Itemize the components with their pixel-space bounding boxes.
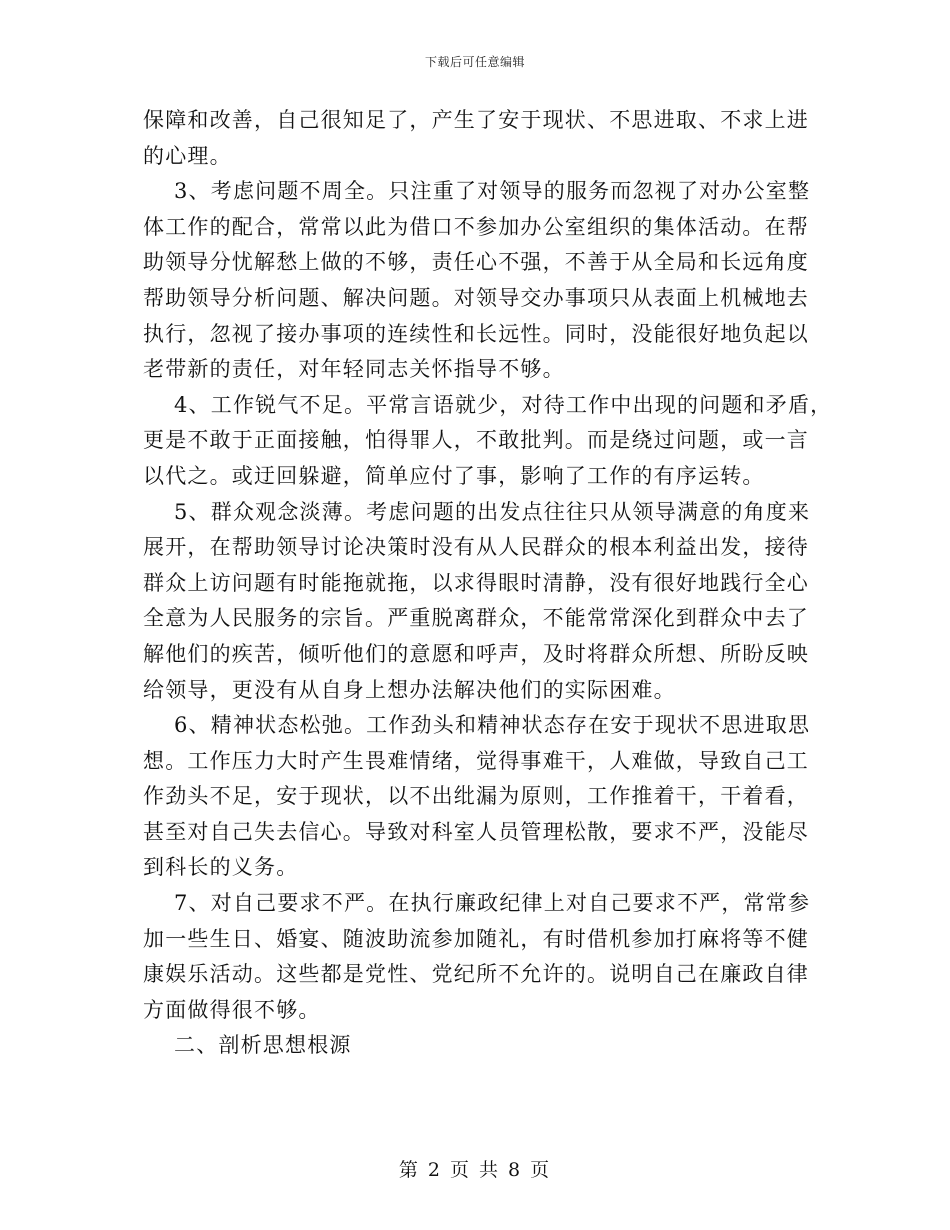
text-line: 的心理。: [143, 143, 232, 168]
text-line: 群众上访问题有时能拖就拖，以求得眼时清静，没有很好地践行全心: [143, 570, 809, 595]
text-line: 给领导，更没有从自身上想办法解决他们的实际困难。: [143, 677, 676, 702]
page-header: 下载后可任意编辑: [424, 55, 525, 69]
text-line: 体工作的配合，常常以此为借口不参加办公室组织的集体活动。在帮: [143, 214, 809, 239]
text-line: 保障和改善，自己很知足了，产生了安于现状、不思进取、不求上进: [143, 108, 809, 132]
text-line: 4、工作锐气不足。平常言语就少，对待工作中出现的问题和矛盾，: [174, 392, 833, 417]
text-line: 解他们的疾苦，倾听他们的意愿和呼声，及时将群众所想、所盼反映: [143, 641, 809, 666]
page-footer: 第 2 页 共 8 页: [398, 1159, 552, 1181]
text-line: 以代之。或迂回躲避，简单应付了事，影响了工作的有序运转。: [143, 463, 765, 488]
text-line: 更是不敢于正面接触，怕得罪人，不敢批判。而是绕过问题，或一言: [143, 428, 809, 453]
text-line: 7、对自己要求不严。在执行廉政纪律上对自己要求不严，常常参: [174, 891, 811, 916]
text-line: 老带新的责任，对年轻同志关怀指导不够。: [143, 357, 565, 382]
text-line: 想。工作压力大时产生畏难情绪，觉得事难干，人难做，导致自己工: [143, 748, 809, 773]
text-line: 到科长的义务。: [143, 855, 299, 880]
text-line: 展开，在帮助领导讨论决策时没有从人民群众的根本利益出发，接待: [143, 535, 809, 560]
text-line: 加一些生日、婚宴、随波助流参加随礼，有时借机参加打麻将等不健: [143, 926, 809, 951]
text-line: 二、剖析思想根源: [174, 1033, 352, 1058]
text-line: 执行，忽视了接办事项的连续性和长远性。同时，没能很好地负起以: [143, 321, 809, 346]
text-line: 作劲头不足，安于现状，以不出纰漏为原则，工作推着干，干着看，: [143, 784, 809, 809]
text-line: 5、群众观念淡薄。考虑问题的出发点往往只从领导满意的角度来: [174, 499, 811, 524]
text-line: 3、考虑问题不周全。只注重了对领导的服务而忽视了对办公室整: [174, 179, 811, 204]
document-body: [143, 103, 833, 1064]
text-line: 助领导分忧解愁上做的不够，责任心不强，不善于从全局和长远角度: [143, 250, 809, 275]
text-line: 甚至对自己失去信心。导致对科室人员管理松散，要求不严，没能尽: [143, 819, 809, 844]
text-line: 6、精神状态松弛。工作劲头和精神状态存在安于现状不思进取思: [174, 713, 811, 738]
text-line: 方面做得很不够。: [143, 997, 321, 1022]
text-line: 康娱乐活动。这些都是党性、党纪所不允许的。说明自己在廉政自律: [143, 962, 809, 987]
text-line: 帮助领导分析问题、解决问题。对领导交办事项只从表面上机械地去: [143, 285, 809, 310]
text-line: 全意为人民服务的宗旨。严重脱离群众，不能常常深化到群众中去了: [143, 606, 809, 631]
